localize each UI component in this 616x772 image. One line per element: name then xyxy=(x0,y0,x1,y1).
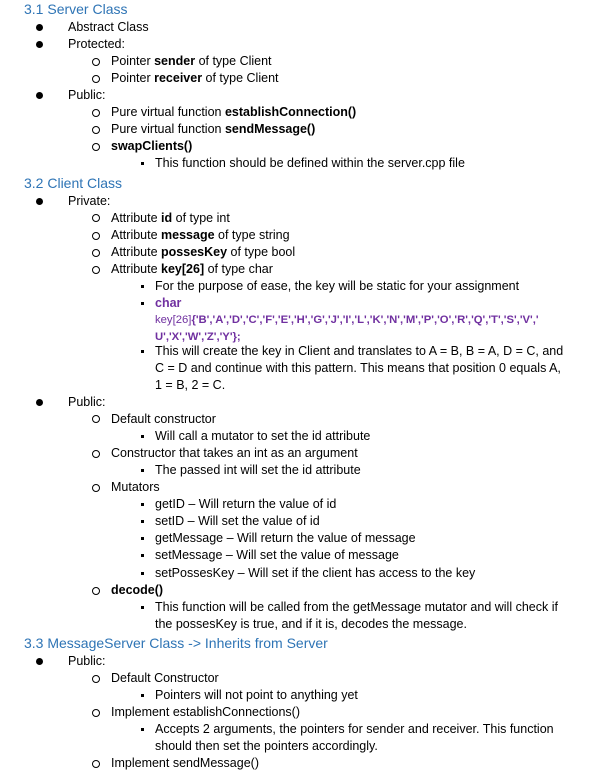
bullet-circle xyxy=(92,109,100,117)
bullet-square xyxy=(141,162,144,165)
list-item: Constructor that takes an int as an argument xyxy=(111,446,358,460)
bullet-square xyxy=(141,520,144,523)
list-item: Pointer receiver of type Client xyxy=(111,71,279,85)
list-item: For the purpose of ease, the key will be static for your assignment xyxy=(155,279,520,293)
bullet-square xyxy=(141,554,144,557)
list-item: Protected: xyxy=(68,37,125,51)
bullet-circle xyxy=(92,450,100,458)
list-item: Implement establishConnections() xyxy=(111,705,300,719)
bullet-square xyxy=(141,694,144,697)
bullet-square xyxy=(141,606,144,609)
heading-messageserver-class: 3.3 MessageServer Class -> Inherits from Server xyxy=(24,635,328,651)
bullet-square xyxy=(141,285,144,288)
bullet-square xyxy=(141,302,144,305)
bullet-circle xyxy=(92,249,100,257)
bullet-square xyxy=(141,728,144,731)
bullet-disc xyxy=(36,399,43,406)
bullet-circle xyxy=(92,709,100,717)
bullet-disc xyxy=(36,41,43,48)
list-item: Mutators xyxy=(111,480,160,494)
bullet-square xyxy=(141,503,144,506)
list-item-continuation: should then set the pointers accordingly. xyxy=(155,739,378,753)
heading-server-class: 3.1 Server Class xyxy=(24,1,128,17)
list-item: Attribute message of type string xyxy=(111,228,290,242)
bullet-disc xyxy=(36,658,43,665)
heading-client-class: 3.2 Client Class xyxy=(24,175,123,191)
list-item-continuation: 1 = B, 2 = C. xyxy=(155,378,226,392)
list-item: Attribute id of type int xyxy=(111,211,230,225)
bullet-disc xyxy=(36,198,43,205)
bullet-square xyxy=(141,537,144,540)
list-item: Attribute key[26] of type char xyxy=(111,262,273,276)
bullet-circle xyxy=(92,232,100,240)
list-item: setPossesKey – Will set if the client has access to the key xyxy=(155,566,476,580)
list-item: Implement sendMessage() xyxy=(111,756,259,770)
list-item: Pointers will not point to anything yet xyxy=(155,688,358,702)
list-item: Public: xyxy=(68,395,106,409)
list-item: Public: xyxy=(68,88,106,102)
list-item: Default Constructor xyxy=(111,671,219,685)
bullet-circle xyxy=(92,126,100,134)
code-keyword: char xyxy=(155,296,182,310)
list-item: Pure virtual function sendMessage() xyxy=(111,122,316,136)
list-item-continuation: C = D and continue with this pattern. This means that position 0 equals A, xyxy=(155,361,561,375)
list-item: setMessage – Will set the value of message xyxy=(155,548,399,562)
bullet-circle xyxy=(92,415,100,423)
list-item: This function should be defined within the server.cpp file xyxy=(155,156,465,170)
code-line: key[26]{'B','A','D','C','F','E','H','G','J','I','L','K','N','M','P','O','R','Q','T','S','V',' xyxy=(155,314,539,326)
list-item: Pure virtual function establishConnection() xyxy=(111,105,357,119)
bullet-circle xyxy=(92,587,100,595)
bullet-circle xyxy=(92,143,100,151)
bullet-square xyxy=(141,572,144,575)
bullet-circle xyxy=(92,214,100,222)
list-item: The passed int will set the id attribute xyxy=(155,463,361,477)
list-item: Will call a mutator to set the id attribute xyxy=(155,429,371,443)
list-item: setID – Will set the value of id xyxy=(155,514,320,528)
bullet-disc xyxy=(36,92,43,99)
list-item: getMessage – Will return the value of message xyxy=(155,531,416,545)
bullet-circle xyxy=(92,58,100,66)
code-line: U','X','W','Z','Y'}; xyxy=(155,331,241,343)
list-item: decode() xyxy=(111,583,164,597)
list-item: This will create the key in Client and translates to A = B, B = A, D = C, and xyxy=(155,344,564,358)
list-item: This function will be called from the getMessage mutator and will check if xyxy=(155,600,558,614)
bullet-square xyxy=(141,469,144,472)
list-item: Abstract Class xyxy=(68,20,149,34)
list-item: swapClients() xyxy=(111,139,193,153)
list-item: Pointer sender of type Client xyxy=(111,54,272,68)
list-item: Attribute possesKey of type bool xyxy=(111,245,296,259)
list-item-continuation: the possesKey is true, and if it is, decodes the message. xyxy=(155,617,467,631)
list-item: Public: xyxy=(68,654,106,668)
bullet-circle xyxy=(92,266,100,274)
bullet-circle xyxy=(92,760,100,768)
list-item: getID – Will return the value of id xyxy=(155,497,337,511)
list-item: Private: xyxy=(68,194,111,208)
list-item: Default constructor xyxy=(111,412,216,426)
bullet-circle xyxy=(92,484,100,492)
list-item: Accepts 2 arguments, the pointers for sender and receiver. This function xyxy=(155,722,554,736)
bullet-square xyxy=(141,435,144,438)
bullet-circle xyxy=(92,75,100,83)
bullet-square xyxy=(141,350,144,353)
bullet-disc xyxy=(36,24,43,31)
bullet-circle xyxy=(92,675,100,683)
